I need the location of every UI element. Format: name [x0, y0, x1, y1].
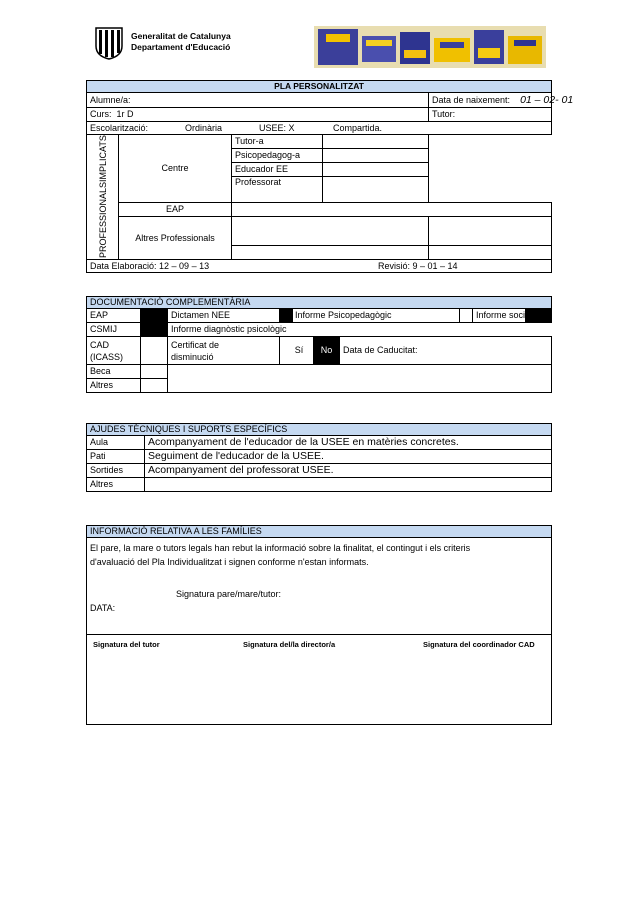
- doc-cad: [87, 337, 141, 365]
- doc-informe-diag: Informe diagnòstic psicològic: [168, 323, 552, 337]
- role-psicopedagog-name[interactable]: [323, 149, 429, 163]
- doc-dictamen: Dictamen NEE: [168, 309, 280, 323]
- ajudes-value-sortides[interactable]: Acompanyament del professorat USEE.: [145, 464, 552, 478]
- org-name: [131, 31, 231, 53]
- role-educador-name[interactable]: [323, 163, 429, 177]
- doc-certificat-line2: disminució: [171, 351, 214, 362]
- doc-beca: Beca: [87, 365, 141, 379]
- curs-label: Curs:: [90, 109, 112, 119]
- role-educador: Educador EE: [232, 163, 323, 177]
- role-professorat-name[interactable]: [323, 177, 429, 203]
- doc-dictamen-check[interactable]: [280, 309, 293, 323]
- doc-beca-altres-blank: [168, 365, 552, 393]
- doc-informe-social: Informe social: [473, 309, 526, 323]
- eap-label: EAP: [119, 203, 232, 217]
- altres-cell-2[interactable]: [429, 217, 552, 246]
- altres-cell-4[interactable]: [429, 246, 552, 260]
- signatures-row: [87, 635, 552, 725]
- org-line1: Generalitat de Catalunya: [131, 31, 231, 41]
- ajudes-table: [86, 423, 552, 492]
- ajudes-value-aula[interactable]: Acompanyament de l'educador de la USEE en matèries concretes.: [145, 436, 552, 450]
- altres-cell-3[interactable]: [232, 246, 429, 260]
- role-psicopedagog: Psicopedagog-a: [232, 149, 323, 163]
- doc-certificat: [168, 337, 280, 365]
- families-table: [86, 525, 552, 725]
- documentacio-title: DOCUMENTACIÓ COMPLEMENTÀRIA: [87, 297, 552, 309]
- ajudes-value-altres[interactable]: [145, 478, 552, 492]
- pla-personalitzat-table: [86, 80, 574, 273]
- ajudes-value-pati[interactable]: Seguiment de l'educador de la USEE.: [145, 450, 552, 464]
- doc-eap: EAP: [87, 309, 141, 323]
- doc-altres: Altres: [87, 379, 141, 393]
- alumne-field[interactable]: [87, 93, 429, 108]
- dates-row: [87, 260, 552, 273]
- professionals-line2: IMPLICATS: [97, 135, 108, 183]
- ajudes-label-aula: Aula: [87, 436, 145, 450]
- tutor-field[interactable]: [429, 108, 552, 122]
- sig-tutor[interactable]: Signatura del tutor: [93, 640, 160, 649]
- families-text-line2: d'avaluació del Pla Individualitzat i signen conforme n'estan informats.: [90, 557, 369, 567]
- centre-blank: [429, 135, 552, 203]
- doc-caducitat: Data de Caducitat:: [340, 337, 552, 365]
- data-elaboracio: Data Elaboració: 12 – 09 – 13: [90, 260, 210, 271]
- doc-cad-check[interactable]: [141, 337, 168, 365]
- doc-informe-psico-check[interactable]: [460, 309, 473, 323]
- role-tutor-name[interactable]: [323, 135, 429, 149]
- org-line2: Departament d'Educació: [131, 42, 231, 52]
- role-tutor: Tutor-a: [232, 135, 323, 149]
- compartida-option[interactable]: Compartida.: [333, 122, 383, 133]
- ajudes-label-sortides: Sortides: [87, 464, 145, 478]
- doc-no-option[interactable]: No: [314, 337, 340, 365]
- sig-director[interactable]: Signatura del/la director/a: [243, 640, 336, 649]
- families-title: INFORMACIÓ RELATIVA A LES FAMÍLIES: [87, 526, 552, 538]
- doc-eap-check[interactable]: [141, 309, 168, 323]
- curs-value: 1r D: [116, 109, 134, 119]
- ordinaria-option[interactable]: Ordinària: [185, 122, 223, 133]
- escolaritzacio-label: Escolarització:: [90, 122, 149, 133]
- families-data[interactable]: DATA:: [90, 603, 116, 613]
- families-text-line1: El pare, la mare o tutors legals han rebut la informació sobre la finalitat, el contingut i els criteris: [90, 543, 471, 553]
- curs-field[interactable]: [87, 108, 429, 122]
- pla-title: PLA PERSONALITZAT: [87, 81, 552, 93]
- naixement-label: Data de naixement:: [432, 94, 511, 105]
- naixement-field[interactable]: [429, 93, 574, 108]
- centre-label: Centre: [119, 135, 232, 203]
- doc-altres-check[interactable]: [141, 379, 168, 393]
- ajudes-label-altres: Altres: [87, 478, 145, 492]
- sig-coordinador[interactable]: Signatura del coordinador CAD: [423, 640, 535, 649]
- ajudes-title: AJUDES TÈCNIQUES I SUPORTS ESPECÍFICS: [87, 424, 552, 436]
- naixement-value: 01 – 02- 01: [520, 93, 574, 106]
- eap-value[interactable]: [232, 203, 552, 217]
- altres-professionals-label: Altres Professionals: [119, 217, 232, 260]
- professionals-line1: PROFESSIONALS: [97, 182, 108, 259]
- doc-csmij: CSMIJ: [87, 323, 141, 337]
- altres-cell-1[interactable]: [232, 217, 429, 246]
- usee-banner-logo: [314, 26, 546, 68]
- usee-option[interactable]: USEE: X: [259, 122, 295, 133]
- doc-cad-line2: (ICASS): [90, 351, 124, 362]
- documentacio-table: [86, 296, 552, 393]
- catalan-emblem-icon: [94, 26, 124, 60]
- role-professorat: Professorat: [232, 177, 323, 203]
- professionals-label: [87, 135, 119, 260]
- doc-informe-psico: Informe Psicopedagògic: [293, 309, 460, 323]
- doc-beca-check[interactable]: [141, 365, 168, 379]
- tutor-label: Tutor:: [432, 109, 456, 119]
- doc-csmij-check[interactable]: [141, 323, 168, 337]
- escolaritzacio-row: [87, 122, 552, 135]
- ajudes-label-pati: Pati: [87, 450, 145, 464]
- alumne-label: Alumne/a:: [90, 94, 131, 105]
- doc-cad-line1: CAD: [90, 339, 110, 350]
- families-body: [87, 538, 552, 635]
- data-revisio: Revisió: 9 – 01 – 14: [378, 260, 458, 271]
- families-signatura-pares[interactable]: Signatura pare/mare/tutor:: [176, 589, 282, 599]
- doc-certificat-line1: Certificat de: [171, 339, 220, 350]
- doc-si-option[interactable]: Sí: [280, 337, 314, 365]
